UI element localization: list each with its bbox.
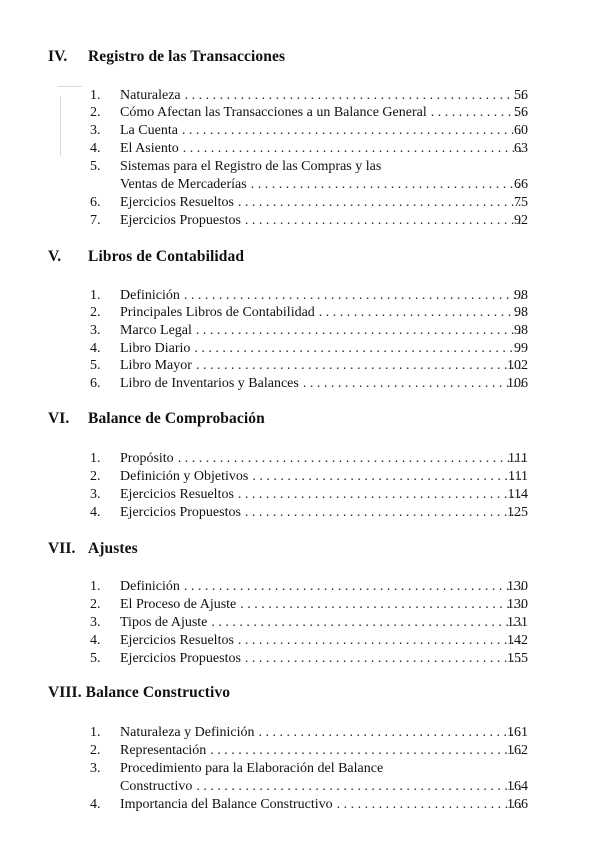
section-title: Ajustes — [88, 540, 138, 557]
entry-number: 3. — [90, 487, 101, 502]
entry-page: 98 — [514, 288, 528, 303]
entry-title: Ventas de Mercaderías — [120, 177, 247, 192]
entry-number: 4. — [90, 797, 101, 812]
toc-entry — [0, 450, 600, 468]
dot-leader — [196, 778, 524, 796]
toc-entry — [0, 375, 600, 393]
entry-title: Libro Mayor — [120, 358, 192, 373]
toc-entry — [0, 87, 600, 105]
section-number: VII. — [48, 540, 76, 557]
entry-title: Cómo Afectan las Transacciones a un Balance General — [120, 105, 427, 120]
entry-number: 4. — [90, 341, 101, 356]
entry-number: 5. — [90, 358, 101, 373]
toc-entry — [0, 724, 600, 742]
entry-page: 60 — [514, 123, 528, 138]
entry-page: 98 — [514, 305, 528, 320]
toc-entry — [0, 104, 600, 122]
entry-title: Marco Legal — [120, 323, 192, 338]
dot-leader — [252, 468, 524, 486]
entry-page: 114 — [507, 487, 528, 502]
entry-number: 6. — [90, 195, 101, 210]
section-number: VI. — [48, 410, 70, 427]
entry-title: Principales Libros de Contabilidad — [120, 305, 315, 320]
section-heading — [48, 410, 265, 428]
entry-page: 75 — [514, 195, 528, 210]
entry-page: 92 — [514, 213, 528, 228]
entry-page: 130 — [507, 579, 528, 594]
toc-entry — [0, 761, 600, 796]
dot-leader — [211, 614, 524, 632]
entry-title: Propósito — [120, 451, 174, 466]
entry-title: Ejercicios Resueltos — [120, 195, 234, 210]
entry-page: 98 — [514, 323, 528, 338]
entry-number: 5. — [90, 159, 101, 174]
entry-title: Ejercicios Propuestos — [120, 505, 241, 520]
entry-title: Libro de Inventarios y Balances — [120, 376, 299, 391]
dot-leader — [245, 650, 524, 668]
entry-page: 66 — [514, 177, 528, 192]
entry-title-line1: Sistemas para el Registro de las Compras y las — [120, 159, 382, 174]
section-title: Registro de las Transacciones — [88, 48, 286, 65]
entry-page: 162 — [507, 743, 528, 758]
section-number: VIII. — [48, 684, 82, 701]
toc-entry — [0, 486, 600, 504]
entry-number: 1. — [90, 88, 101, 103]
entry-number: 2. — [90, 743, 101, 758]
toc-entry — [0, 796, 600, 814]
dot-leader — [183, 140, 524, 158]
toc-entry — [0, 357, 600, 375]
toc-entry — [0, 632, 600, 650]
entry-number: 1. — [90, 725, 101, 740]
entry-page: 131 — [507, 615, 528, 630]
entry-title: Definición — [120, 288, 180, 303]
section-number: V. — [48, 248, 62, 265]
entry-page: 125 — [507, 505, 528, 520]
entry-title: Ejercicios Resueltos — [120, 633, 234, 648]
entry-title: El Asiento — [120, 141, 179, 156]
entry-number: 3. — [90, 323, 101, 338]
entry-number: 3. — [90, 123, 101, 138]
section-number: IV. — [48, 48, 68, 65]
dot-leader — [259, 724, 525, 742]
toc-entry — [0, 742, 600, 760]
dot-leader — [196, 357, 524, 375]
entry-number: 1. — [90, 579, 101, 594]
dot-leader — [251, 176, 524, 194]
entry-page: 111 — [508, 451, 528, 466]
entry-page: 142 — [507, 633, 528, 648]
entry-number: 5. — [90, 651, 101, 666]
toc-entry — [0, 614, 600, 632]
dot-leader — [210, 742, 524, 760]
entry-title: Definición — [120, 579, 180, 594]
entry-title: Constructivo — [120, 779, 193, 794]
dot-leader — [238, 632, 524, 650]
entry-title: Importancia del Balance Constructivo — [120, 797, 333, 812]
entry-title: Ejercicios Propuestos — [120, 651, 241, 666]
entry-number: 7. — [90, 213, 101, 228]
entry-number: 3. — [90, 761, 101, 776]
entry-title: El Proceso de Ajuste — [120, 597, 237, 612]
toc-entry — [0, 212, 600, 230]
toc-entry — [0, 322, 600, 340]
dot-leader — [238, 486, 524, 504]
entry-page: 166 — [507, 797, 528, 812]
toc-entry — [0, 650, 600, 668]
entry-number: 1. — [90, 451, 101, 466]
entry-number: 4. — [90, 505, 101, 520]
section-title: Balance de Comprobación — [88, 410, 265, 427]
entry-page: 155 — [507, 651, 528, 666]
entry-title: Representación — [120, 743, 207, 758]
entry-page: 56 — [514, 88, 528, 103]
dot-leader — [245, 504, 524, 522]
entry-page: 130 — [507, 597, 528, 612]
entry-page: 164 — [507, 779, 528, 794]
entry-page: 56 — [514, 105, 528, 120]
scan-artifact — [60, 96, 61, 156]
dot-leader — [240, 596, 524, 614]
entry-number: 6. — [90, 376, 101, 391]
section-heading — [48, 684, 230, 702]
toc-entry — [0, 159, 600, 194]
toc-entry — [0, 578, 600, 596]
entry-number: 2. — [90, 469, 101, 484]
entry-title: La Cuenta — [120, 123, 178, 138]
dot-leader — [182, 122, 524, 140]
entry-number: 3. — [90, 615, 101, 630]
toc-entry — [0, 596, 600, 614]
entry-title: Definición y Objetivos — [120, 469, 249, 484]
toc-entry — [0, 504, 600, 522]
entry-title: Tipos de Ajuste — [120, 615, 208, 630]
entry-page: 111 — [508, 469, 528, 484]
dot-leader — [185, 87, 524, 105]
section-heading — [48, 248, 244, 266]
toc-entry — [0, 194, 600, 212]
section-heading — [48, 540, 138, 558]
entry-page: 106 — [507, 376, 528, 391]
entry-number: 4. — [90, 633, 101, 648]
dot-leader — [194, 340, 524, 358]
toc-entry — [0, 340, 600, 358]
dot-leader — [238, 194, 524, 212]
entry-title: Naturaleza — [120, 88, 181, 103]
entry-page: 102 — [507, 358, 528, 373]
entry-page: 161 — [507, 725, 528, 740]
entry-title: Libro Diario — [120, 341, 191, 356]
dot-leader — [184, 287, 524, 305]
entry-number: 2. — [90, 305, 101, 320]
entry-number: 4. — [90, 141, 101, 156]
dot-leader — [184, 578, 524, 596]
entry-title: Ejercicios Resueltos — [120, 487, 234, 502]
toc-entry — [0, 140, 600, 158]
entry-title: Ejercicios Propuestos — [120, 213, 241, 228]
section-title: Balance Constructivo — [85, 684, 231, 701]
entry-page: 63 — [514, 141, 528, 156]
entry-page: 99 — [514, 341, 528, 356]
scan-artifact — [58, 86, 82, 87]
toc-entry — [0, 122, 600, 140]
dot-leader — [178, 450, 524, 468]
entry-number: 2. — [90, 105, 101, 120]
dot-leader — [245, 212, 524, 230]
entry-number: 2. — [90, 597, 101, 612]
entry-title-line1: Procedimiento para la Elaboración del Balance — [120, 761, 384, 776]
section-title: Libros de Contabilidad — [88, 248, 245, 265]
entry-title: Naturaleza y Definición — [120, 725, 255, 740]
toc-entry — [0, 304, 600, 322]
toc-entry — [0, 287, 600, 305]
toc-entry — [0, 468, 600, 486]
section-heading — [48, 48, 285, 66]
entry-number: 1. — [90, 288, 101, 303]
dot-leader — [196, 322, 524, 340]
